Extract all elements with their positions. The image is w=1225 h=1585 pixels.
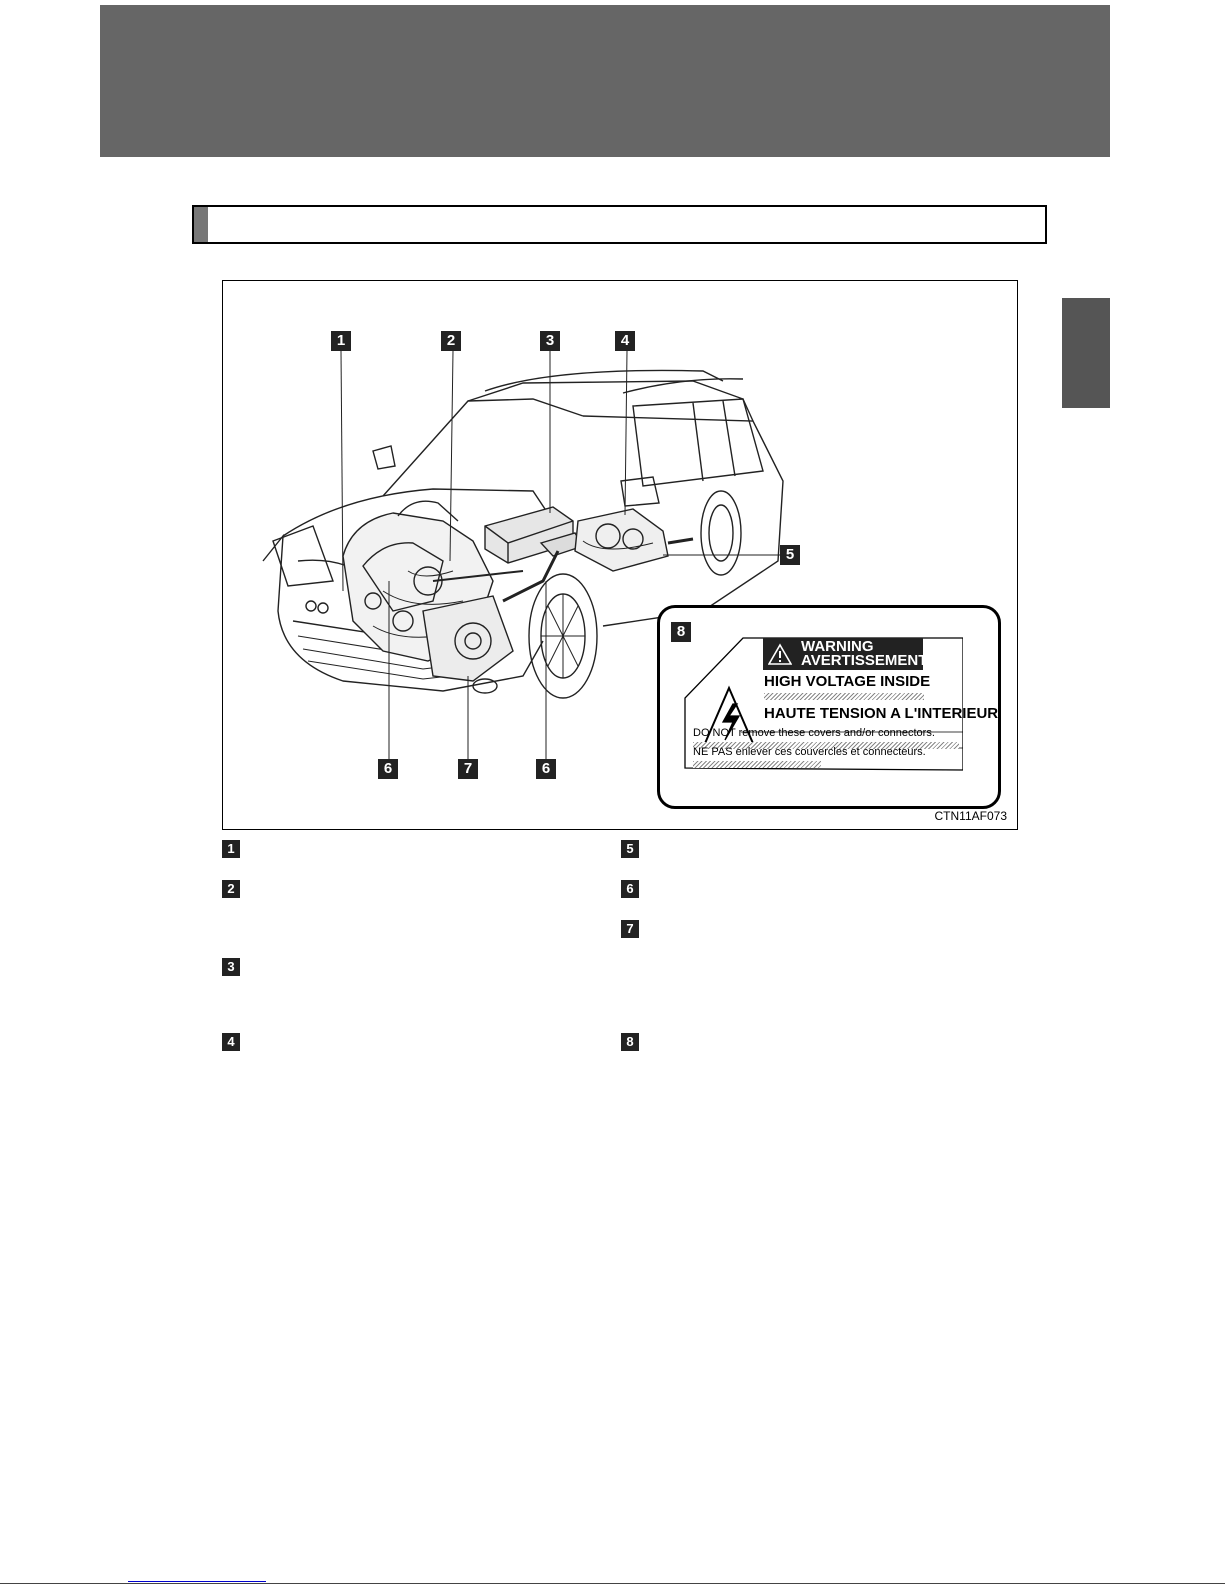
chapter-header-banner [100,5,1110,157]
footer-link-underline[interactable] [128,1581,266,1582]
chapter-thumb-tab [1062,298,1110,408]
haute-tension-text: HAUTE TENSION A L'INTERIEUR [764,705,999,722]
callout-5: 5 [780,545,800,565]
caution-triangle-icon [768,643,792,665]
legend-num-7: 7 [621,920,639,938]
callout-2: 2 [441,331,461,351]
warning-text: WARNING [801,638,874,655]
callout-6b: 6 [536,759,556,779]
legend-num-8: 8 [621,1033,639,1051]
vehicle-illustration [222,280,1018,830]
do-not-remove-text: DO NOT remove these covers and/or connectors. [693,727,935,739]
warning-header [763,638,928,670]
high-voltage-text: HIGH VOLTAGE INSIDE [764,673,931,690]
callout-1: 1 [331,331,351,351]
legend-num-4: 4 [222,1033,240,1051]
footer-rule [0,1583,1225,1584]
callout-4: 4 [615,331,635,351]
callout-6a: 6 [378,759,398,779]
legend-num-5: 5 [621,840,639,858]
callout-7: 7 [458,759,478,779]
section-bar-accent [194,207,208,242]
callout-8: 8 [671,622,691,642]
avertissement-text: AVERTISSEMENT [801,652,928,669]
section-title-bar [192,205,1047,244]
legend-num-1: 1 [222,840,240,858]
label-hatch-1 [764,693,924,700]
figure-code: CTN11AF073 [934,809,1007,823]
legend-num-2: 2 [222,880,240,898]
legend-num-6: 6 [621,880,639,898]
ne-pas-enlever-text: NE PAS enlever ces couvercles et connecteurs. [693,746,926,758]
callout-3: 3 [540,331,560,351]
legend-num-3: 3 [222,958,240,976]
label-hatch-3 [693,761,821,768]
